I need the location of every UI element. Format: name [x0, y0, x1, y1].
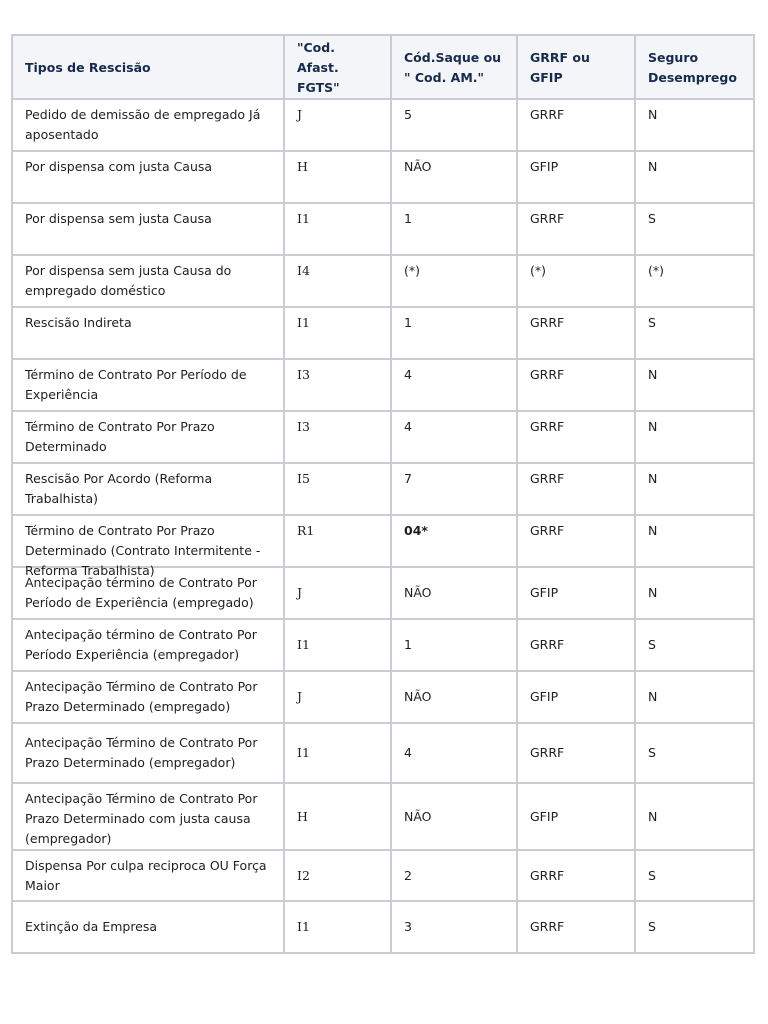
cell-cod-saque: 04*	[391, 515, 517, 567]
cell-seguro: N	[635, 359, 754, 411]
cell-tipo	[12, 515, 284, 578]
cell-cod-afast: I2	[284, 850, 391, 901]
cell-seguro: N	[635, 515, 754, 567]
cell-cod-saque: NÃO	[391, 151, 517, 203]
cell-cod-afast: I1	[284, 901, 391, 953]
cell-cod-saque: (*)	[391, 255, 517, 307]
cell-cod-saque: 7	[391, 463, 517, 515]
cell-cod-afast: H	[284, 151, 391, 203]
cell-seguro: N	[635, 567, 754, 619]
cell-guia: GRRF	[517, 723, 635, 783]
table-row	[12, 723, 754, 783]
cell-guia: GFIP	[517, 671, 635, 723]
cell-guia: GFIP	[517, 567, 635, 619]
table-row	[12, 151, 754, 203]
cell-cod-saque: 2	[391, 850, 517, 901]
cell-tipo: Pedido de demissão de empregado Já aposentado	[12, 99, 284, 151]
table-row	[12, 203, 754, 255]
cell-cod-saque: 4	[391, 359, 517, 411]
cell-seguro: S	[635, 850, 754, 901]
cell-cod-saque: NÃO	[391, 671, 517, 723]
cell-cod-afast: I1	[284, 307, 391, 359]
cell-guia: GRRF	[517, 99, 635, 151]
table-row	[12, 901, 754, 953]
cell-seguro: S	[635, 203, 754, 255]
table-header-row	[12, 35, 754, 99]
cell-guia: GRRF	[517, 411, 635, 463]
header-cod-afast-fgts: "Cod. Afast. FGTS"	[284, 35, 391, 99]
table-row	[12, 515, 754, 567]
cell-cod-afast: I3	[284, 359, 391, 411]
table-row	[12, 619, 754, 671]
cell-seguro: (*)	[635, 255, 754, 307]
cell-seguro: N	[635, 99, 754, 151]
cell-cod-afast: J	[284, 671, 391, 723]
cell-tipo: Antecipação Término de Contrato Por Prazo Determinado com justa causa (empregador)	[12, 783, 284, 850]
table-row	[12, 783, 754, 850]
cell-cod-afast: I1	[284, 203, 391, 255]
cell-guia: GRRF	[517, 901, 635, 953]
cell-cod-saque: 1	[391, 619, 517, 671]
cell-tipo: Antecipação Término de Contrato Por Prazo Determinado (empregado)	[12, 671, 284, 723]
cell-tipo: Término de Contrato Por Prazo Determinado	[12, 411, 284, 463]
header-seguro-desemprego: Seguro Desemprego	[635, 35, 754, 99]
cell-seguro: S	[635, 619, 754, 671]
cell-seguro: N	[635, 463, 754, 515]
cell-cod-saque: 5	[391, 99, 517, 151]
cell-tipo: Por dispensa sem justa Causa do empregado doméstico	[12, 255, 284, 307]
cell-cod-afast: R1	[284, 515, 391, 567]
cell-guia: (*)	[517, 255, 635, 307]
cell-guia: GRRF	[517, 850, 635, 901]
cell-seguro: N	[635, 151, 754, 203]
table-row	[12, 463, 754, 515]
header-cod-saque: Cód.Saque ou " Cod. AM."	[391, 35, 517, 99]
cell-tipo: Dispensa Por culpa reciproca OU Força Maior	[12, 850, 284, 901]
cell-guia: GFIP	[517, 151, 635, 203]
table-row	[12, 359, 754, 411]
cell-cod-saque: 1	[391, 203, 517, 255]
cell-cod-saque: 4	[391, 411, 517, 463]
table-row	[12, 307, 754, 359]
rescisao-table-container	[11, 34, 753, 954]
cell-guia: GRRF	[517, 203, 635, 255]
table-row	[12, 671, 754, 723]
cell-seguro: S	[635, 723, 754, 783]
cell-seguro: S	[635, 901, 754, 953]
cell-cod-afast: I1	[284, 619, 391, 671]
cell-guia: GRRF	[517, 515, 635, 567]
cell-tipo: Rescisão Por Acordo (Reforma Trabalhista)	[12, 463, 284, 515]
cell-tipo-clipped-text: Término de Contrato Por Prazo Determinado (Contrato Intermitente - Reforma Trabalhista)	[25, 523, 261, 578]
cell-cod-saque: NÃO	[391, 567, 517, 619]
table-row	[12, 567, 754, 619]
cell-cod-afast: I5	[284, 463, 391, 515]
table-row	[12, 255, 754, 307]
cell-cod-afast: H	[284, 783, 391, 850]
cell-seguro: N	[635, 783, 754, 850]
cell-tipo: Término de Contrato Por Período de Experiência	[12, 359, 284, 411]
cell-cod-saque: 4	[391, 723, 517, 783]
cell-cod-afast: I1	[284, 723, 391, 783]
table-row	[12, 411, 754, 463]
cell-guia: GRRF	[517, 463, 635, 515]
cell-seguro: N	[635, 671, 754, 723]
cell-guia: GFIP	[517, 783, 635, 850]
cell-guia: GRRF	[517, 619, 635, 671]
cell-tipo: Rescisão Indireta	[12, 307, 284, 359]
header-grrf-gfip: GRRF ou GFIP	[517, 35, 635, 99]
cell-tipo: Antecipação término de Contrato Por Período de Experiência (empregado)	[12, 567, 284, 619]
cell-cod-saque: NÃO	[391, 783, 517, 850]
table-row	[12, 850, 754, 901]
cell-tipo: Extinção da Empresa	[12, 901, 284, 953]
cell-tipo: Antecipação término de Contrato Por Período Experiência (empregador)	[12, 619, 284, 671]
cell-tipo: Por dispensa sem justa Causa	[12, 203, 284, 255]
rescisao-table	[11, 34, 755, 954]
cell-seguro: N	[635, 411, 754, 463]
cell-cod-saque: 3	[391, 901, 517, 953]
cell-guia: GRRF	[517, 307, 635, 359]
table-row	[12, 99, 754, 151]
cell-cod-saque: 1	[391, 307, 517, 359]
header-tipos-rescisao: Tipos de Rescisão	[12, 35, 284, 99]
cell-seguro: S	[635, 307, 754, 359]
cell-tipo: Por dispensa com justa Causa	[12, 151, 284, 203]
cell-cod-afast: I4	[284, 255, 391, 307]
cell-cod-afast: I3	[284, 411, 391, 463]
cell-cod-afast: J	[284, 99, 391, 151]
cell-guia: GRRF	[517, 359, 635, 411]
cell-tipo: Antecipação Término de Contrato Por Prazo Determinado (empregador)	[12, 723, 284, 783]
cell-cod-afast: J	[284, 567, 391, 619]
